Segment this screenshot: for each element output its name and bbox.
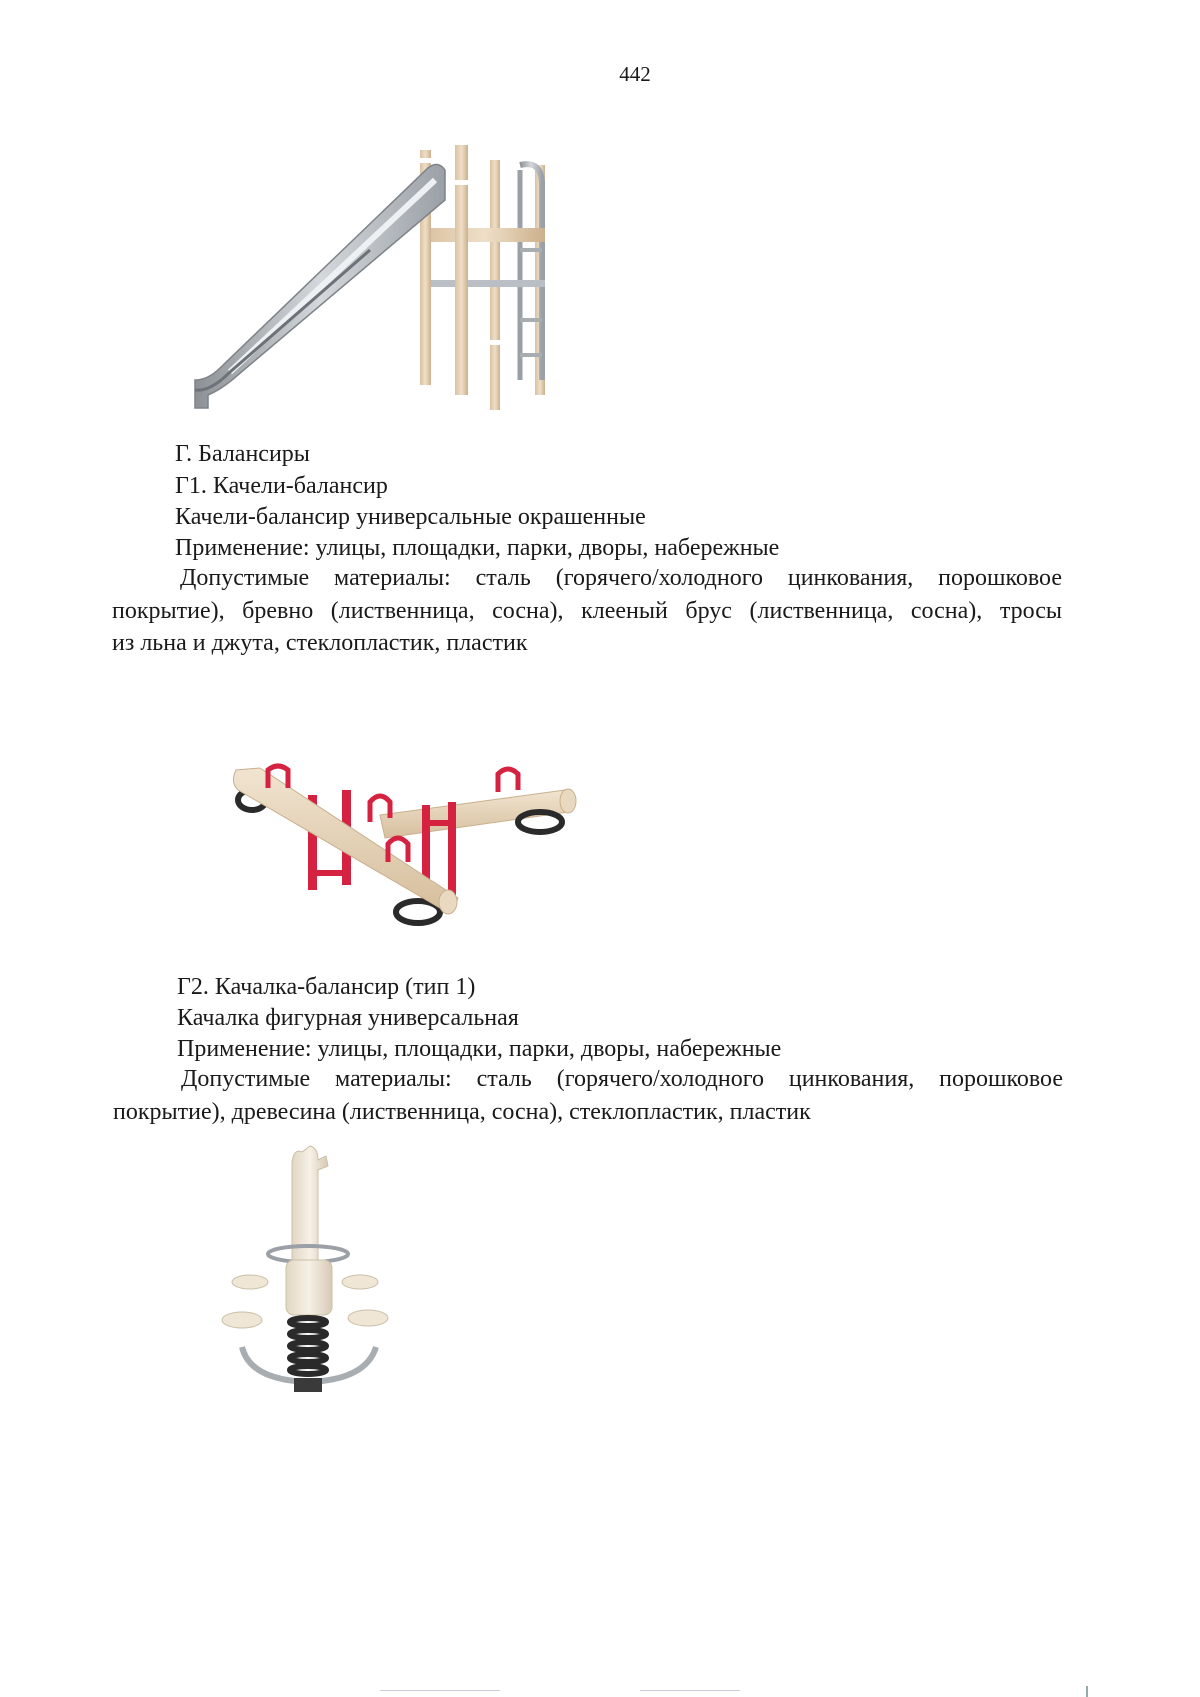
section-heading: Г. Балансиры	[175, 441, 310, 467]
footer-line	[380, 1690, 500, 1691]
item2-materials-line1: Допустимые материалы: сталь (горячего/холодного цинкования, порошковое	[181, 1066, 1063, 1092]
item1-materials-line1: Допустимые материалы: сталь (горячего/холодного цинкования, порошковое	[180, 565, 1062, 591]
item2-materials-line2: покрытие), древесина (лиственница, сосна), стеклопластик, пластик	[113, 1098, 811, 1125]
item1-materials	[112, 562, 1062, 660]
page-number: 442	[619, 62, 651, 86]
seesaw-illustration	[230, 760, 590, 935]
item1-materials-line2: покрытие), бревно (лиственница, сосна), клееный брус (лиственница, сосна), тросы	[112, 597, 1062, 624]
item1-usage: Применение: улицы, площадки, парки, дворы, набережные	[175, 535, 780, 561]
spring-rocker-illustration	[220, 1142, 400, 1397]
item2-title: Г2. Качалка-балансир (тип 1)	[177, 974, 476, 1000]
item2-usage: Применение: улицы, площадки, парки, дворы, набережные	[177, 1036, 782, 1062]
item1-subtitle: Качели-балансир универсальные окрашенные	[175, 504, 646, 530]
item2-materials	[113, 1063, 1063, 1128]
footer-line	[640, 1690, 740, 1691]
item1-materials-line3: из льна и джута, стеклопластик, пластик	[112, 630, 528, 656]
item2-subtitle: Качалка фигурная универсальная	[177, 1005, 519, 1031]
item1-title: Г1. Качели-балансир	[175, 473, 388, 499]
footer-mark	[1086, 1686, 1088, 1697]
slide-illustration	[190, 140, 610, 440]
